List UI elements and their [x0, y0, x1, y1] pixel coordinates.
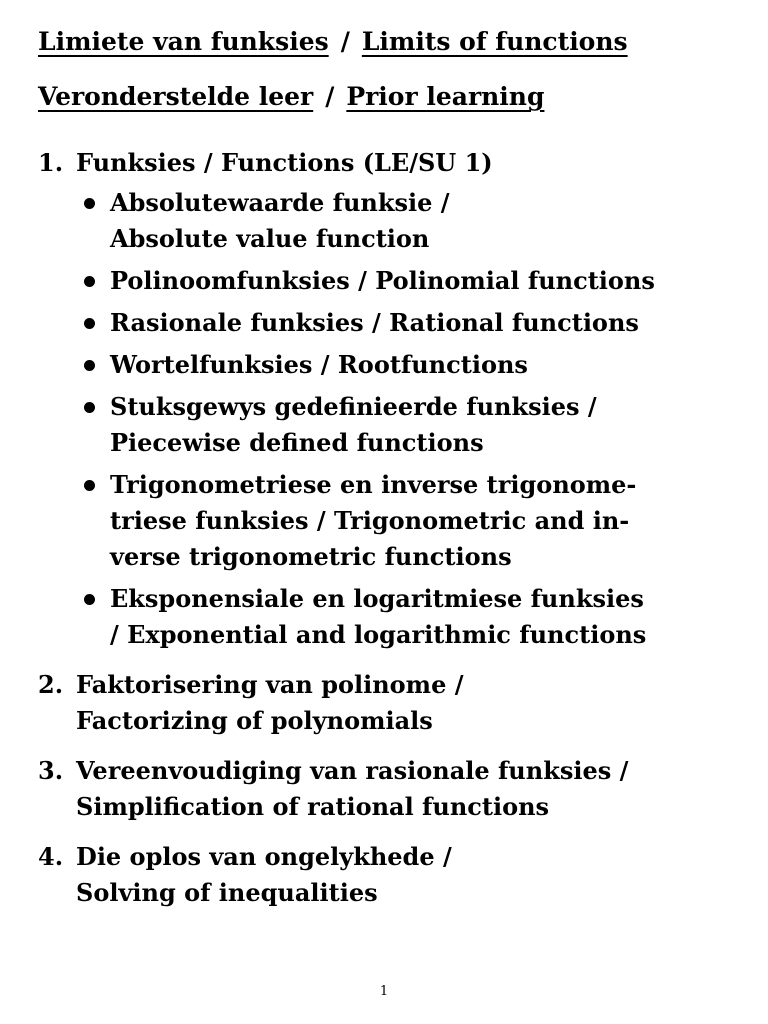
- sub-item-line: Polinoomfunksies / Polinomial functions: [110, 266, 655, 295]
- subtitle-separator: /: [325, 82, 335, 111]
- sub-item-piecewise: [76, 389, 750, 461]
- sub-item-rational: [76, 305, 750, 341]
- subtitle-afrikaans: Veronderstelde leer: [38, 82, 314, 111]
- title-heading: [38, 27, 628, 57]
- sub-item-line: Wortelfunksies / Rootfunctions: [110, 350, 528, 379]
- prior-learning-list: [38, 145, 750, 925]
- sub-item-trigonometric: [76, 467, 750, 575]
- list-item-text: Funksies / Functions (LE/SU 1): [76, 148, 493, 177]
- sub-item-line: Eksponensiale en logaritmiese funksies: [110, 584, 644, 613]
- sub-item-absolute-value: [76, 185, 750, 257]
- title-english: Limits of functions: [361, 27, 628, 56]
- sub-item-line: Trigonometriese en inverse trigonome-: [110, 470, 637, 499]
- document-page: [38, 0, 750, 1024]
- sub-item-line: Piecewise defined functions: [110, 428, 484, 457]
- list-item-number: 2.: [38, 670, 64, 699]
- bullet-icon: [84, 360, 95, 371]
- list-item-line: Factorizing of polynomials: [76, 706, 433, 735]
- bullet-icon: [84, 594, 95, 605]
- sub-item-root: [76, 347, 750, 383]
- sub-item-line: Absolutewaarde funksie /: [110, 188, 450, 217]
- sub-item-line: Rasionale funksies / Rational functions: [110, 308, 639, 337]
- subtitle-english: Prior learning: [346, 82, 545, 111]
- list-item-number: 1.: [38, 148, 64, 177]
- title-separator: /: [340, 27, 350, 56]
- bullet-icon: [84, 402, 95, 413]
- list-item-number: 4.: [38, 842, 64, 871]
- sub-item-line: verse trigonometric functions: [110, 542, 512, 571]
- sub-item-line: Absolute value function: [110, 224, 430, 253]
- sub-item-exponential: [76, 581, 750, 653]
- list-item-line: Simplification of rational functions: [76, 792, 550, 821]
- list-item-line: Faktorisering van polinome /: [76, 670, 464, 699]
- list-item-2: [38, 667, 750, 739]
- sub-item-polynomial: [76, 263, 750, 299]
- bullet-icon: [84, 318, 95, 329]
- sub-item-line: / Exponential and logarithmic functions: [110, 620, 647, 649]
- subtitle-heading: [38, 82, 544, 112]
- list-item-4: [38, 839, 750, 911]
- list-item-line: Solving of inequalities: [76, 878, 378, 907]
- list-item-line: Vereenvoudiging van rasionale funksies /: [76, 756, 629, 785]
- list-item-1: [38, 145, 750, 653]
- bullet-icon: [84, 198, 95, 209]
- function-types-list: [76, 185, 750, 653]
- page-number: 1: [379, 984, 389, 999]
- title-afrikaans: Limiete van funksies: [38, 27, 329, 56]
- bullet-icon: [84, 276, 95, 287]
- list-item-line: Die oplos van ongelykhede /: [76, 842, 452, 871]
- sub-item-line: triese funksies / Trigonometric and in-: [110, 506, 630, 535]
- list-item-number: 3.: [38, 756, 64, 785]
- sub-item-line: Stuksgewys gedefinieerde funksies /: [110, 392, 597, 421]
- bullet-icon: [84, 480, 95, 491]
- list-item-3: [38, 753, 750, 825]
